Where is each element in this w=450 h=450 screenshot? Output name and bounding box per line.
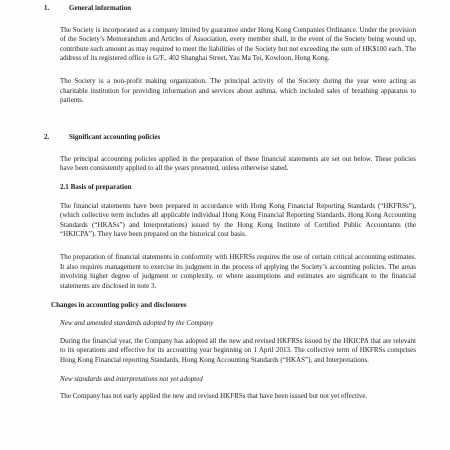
section-1-paragraph-2: The Society is a non-profit making organization. The principal activity of the Society during the year were acting as charitable institution for providing information and services about asthma, which included sales of breathing apparatus to patients. <box>60 77 416 104</box>
section-1-title: General information <box>69 4 132 12</box>
new-amended-standards-heading: New and amended standards adopted by the Company <box>60 319 214 327</box>
section-2-heading <box>44 133 416 143</box>
section-2-intro: The principal accounting policies applied in the preparation of these financial statements are set out below. These policies have been consistently applied to all the years presented, unless otherwise stated. <box>60 154 416 172</box>
basis-paragraph-2: The preparation of financial statements in conformity with HKFRSs requires the use of certain critical accounting estimates. It also requires management to exercise its judgment in the process of applying the Society’s accounting policies. The areas involving higher degree of judgment or complexity, or where assumptions and estimates are significant to the financial statements are disclosed in note 3. <box>60 253 416 290</box>
section-1-heading <box>44 4 416 14</box>
section-2-number: 2. <box>44 133 50 141</box>
not-yet-adopted-heading: New standards and interpretations not yet adopted <box>60 374 203 383</box>
not-yet-adopted-text: The Company has not early applied the new and revised HKFRSs that have been issued but not yet effective. <box>60 392 368 400</box>
section-2-title: Significant accounting policies <box>69 133 161 141</box>
section-1-number: 1. <box>44 4 50 12</box>
page-content <box>44 4 416 411</box>
basis-paragraph-1: The financial statements have been prepared in accordance with Hong Kong Financial Reporting Standards (“HKFRSs”), (which collective term includes all applicable individual Hong Kong Financial Reporting Standards, Hong Kong Accounting Standards (“HKASs”) and Interpretations) issued by the Hong Kong Institute of Certified Public Accountants (the “HKICPA”). They have been prepared on the historical cost basis. <box>60 201 416 238</box>
section-1-paragraph-1: The Society is incorporated as a company limited by guarantee under Hong Kong Companies Ordinance. Under the provision of the Society’s Memorandum and Articles of Association, every member shall, in the event of the Society being wound up, contribute such amount as may required to meet the liabilities of the Society but not exceeding the sum of HK$100 each. The address of its registered office is G/F., 402 Shanghai Street, Yau Ma Tei, Kowloon, Hong Kong. <box>60 25 416 62</box>
new-amended-standards-text: During the financial year, the Company has adopted all the new and revised HKFRSs issued by the HKICPA that are relevant to its operations and effective for its accounting year beginning on 1 April 2013. The collective term of HKFRSs comprises Hong Kong Financial reporting Standards, Hong Kong Accounting Standards (“HKAS”), and Interpretations. <box>60 336 416 364</box>
changes-heading: Changes in accounting policy and disclosures <box>51 300 187 309</box>
basis-of-preparation-heading: 2.1 Basis of preparation <box>60 183 132 191</box>
